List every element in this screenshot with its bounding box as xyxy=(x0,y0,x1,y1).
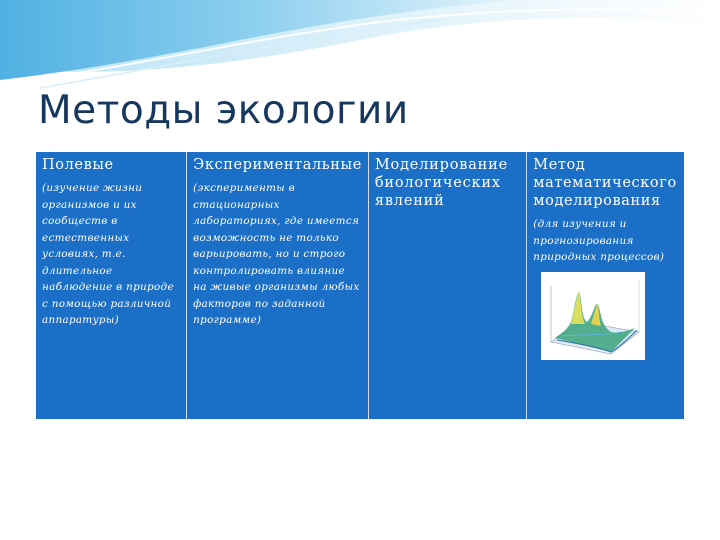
method-cell-field xyxy=(36,152,187,419)
method-description: (эксперименты в стационарных лабораториях, где имеется возможность не только варьировать, но и строго контролировать влияние на живые организмы любых факторов по заданной программе) xyxy=(193,182,360,326)
method-title: Моделирование биологических явлений xyxy=(374,157,508,209)
method-description: (для изучения и прогнозирования природных процессов) xyxy=(533,218,665,263)
method-title: Полевые xyxy=(42,157,114,173)
method-cell-math-modeling xyxy=(527,152,684,419)
method-title: Метод математического моделирования xyxy=(533,157,677,209)
header-wave-decoration xyxy=(0,0,720,90)
slide-title: Методы экологии xyxy=(38,88,409,133)
method-description: (изучение жизни организмов и их сообществ в естественных условиях, т.е. длительное наблюдение в природе с помощью различной аппаратуры) xyxy=(42,182,174,326)
method-cell-modeling xyxy=(369,152,527,419)
methods-table xyxy=(36,152,684,419)
method-cell-experimental xyxy=(187,152,369,419)
3d-surface-plot-icon xyxy=(541,272,645,360)
table-row xyxy=(36,152,684,419)
method-title: Экспериментальные xyxy=(193,157,362,173)
